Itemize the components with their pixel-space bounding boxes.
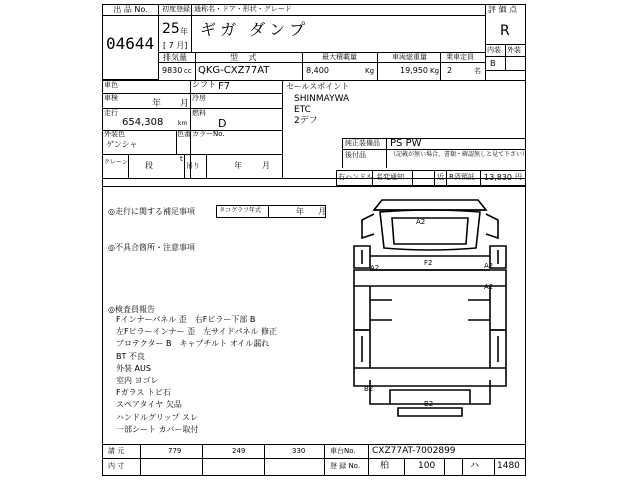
model-label: 型 式 — [230, 53, 261, 62]
gross-weight-unit: Kg — [430, 67, 440, 75]
inspector-report-line: 外装 AUS — [116, 363, 151, 373]
max-load-unit: Kg — [365, 67, 375, 75]
aftermarket-note: （記載が無い場合、書類・確認無しと見て下さい） — [390, 151, 529, 158]
recycle-label: R済預託 — [449, 173, 475, 181]
steering-label: 右ハンドル — [338, 173, 373, 181]
inspector-report-line: プロテクター B キャブチルト オイル漏れ — [116, 339, 270, 349]
color-label: 車色 — [104, 81, 118, 89]
diagram-label-1: A2 — [416, 218, 426, 226]
tacho-label: タコグラフ年式 — [219, 207, 262, 214]
inspector-report-line: スペアタイヤ 欠品 — [116, 400, 182, 410]
displacement-label: 排気量 — [163, 53, 187, 62]
nearby-label: 近 — [437, 173, 444, 181]
chassis-label: 車台No. — [330, 447, 356, 455]
gross-weight-value: 19,950 — [400, 66, 428, 75]
diagram-label-4: A2 — [484, 262, 494, 270]
car-name: ギガ ダンプ — [200, 20, 310, 39]
genuine-equipment-value: PS PW — [390, 138, 422, 149]
inspector-report-label: ◎検査員報告 — [108, 305, 155, 314]
crane-steps: 段 — [145, 161, 153, 170]
sales-point-line-1: SHINMAYWA — [294, 94, 350, 104]
inspector-report-line: 室内 ヨゴレ — [116, 376, 159, 385]
diagram-label-2: F2 — [424, 259, 433, 267]
reg-kana: ハ — [470, 461, 480, 471]
reg-label: 登 録 No. — [330, 462, 361, 470]
inspection-month: 月 — [180, 99, 190, 109]
tacho-month: 月 — [318, 207, 326, 216]
inspector-report-line: BT 不良 — [116, 351, 145, 361]
crane-month: 月 — [262, 161, 270, 170]
crane-t: t — [180, 155, 183, 163]
recycle-value: 13,830 — [484, 173, 512, 182]
model-value: QKG-CXZ77AT — [198, 65, 270, 76]
capacity-label: 乗車定員 — [446, 53, 474, 61]
mileage-label: 走行 — [104, 109, 118, 117]
ext-color-value: ゲンシャ — [106, 140, 138, 149]
inspector-report-line: Fガラス トビ石 — [116, 388, 171, 398]
travel-notes-label: ◎走行に関する補足事項 — [108, 207, 195, 216]
max-load-label: 最大積載量 — [322, 53, 357, 61]
vehicle-damage-diagram — [334, 190, 526, 426]
color-no-label2: カラーNo. — [192, 130, 225, 138]
inspector-report-line: 左Fピラーインナー 歪 左サイドパネル 修正 — [116, 327, 277, 337]
tacho-year: 年 — [296, 207, 304, 216]
claim-label: 請 元 — [108, 447, 125, 455]
gross-weight-label: 車両総重量 — [392, 53, 427, 61]
inner-size-label: 内 寸 — [108, 462, 125, 470]
fuel-label: 燃料 — [192, 109, 206, 117]
genuine-equipment-label: 純正装備品 — [345, 139, 380, 147]
ac-label: 冷房 — [192, 94, 206, 102]
claim-value-2: 249 — [232, 447, 246, 455]
shift-value: F7 — [218, 81, 231, 92]
inspector-report-line: 一部シート カバー取付 — [116, 424, 199, 434]
capacity-value: 2 — [447, 66, 453, 75]
sales-point-label: セールスポイント — [286, 82, 350, 91]
chassis-number: CXZ77AT-7002899 — [372, 446, 456, 456]
first-reg-year-unit: 年 — [180, 27, 188, 36]
lot-number: 04644 — [106, 34, 155, 53]
diagram-label-7: B2 — [424, 400, 434, 408]
displacement-unit: cc — [184, 67, 192, 75]
mileage-value: 654,308 — [122, 117, 164, 128]
diagram-label-6: B2 — [364, 385, 374, 393]
reg-class: 100 — [418, 461, 436, 471]
fuel-value: D — [218, 117, 227, 130]
aftermarket-label: 後付品 — [345, 151, 366, 159]
crane-label: クレーン — [104, 159, 128, 166]
exterior-value: B — [490, 59, 496, 68]
displacement-value: 9830 — [162, 66, 183, 75]
sales-point-line-3: 2デフ — [294, 116, 318, 126]
score-label: 評 価 点 — [488, 5, 518, 14]
color-no-label: 色番 — [177, 130, 191, 138]
ext-color-label: 外装色 — [104, 130, 125, 138]
capacity-unit: 名 — [474, 67, 481, 75]
inspector-report-line: Fインナーパネル 歪 右Fピラー下部 B — [116, 315, 256, 324]
inspection-year: 年 — [152, 99, 162, 109]
crane-lift-label: 吊り — [186, 162, 200, 170]
crane-year: 年 — [234, 161, 242, 170]
inspection-label: 車検 — [104, 94, 118, 102]
score-value: R — [500, 23, 510, 39]
sales-point-line-2: ETC — [294, 105, 311, 115]
name-change-label: 名変通知 — [376, 173, 404, 181]
lot-label: 出 品 No. — [113, 5, 148, 14]
interior-label: 内装 — [487, 46, 501, 54]
diagram-label-3: A2 — [370, 264, 380, 272]
mileage-unit: km — [178, 120, 188, 127]
exterior-label: 外装 — [507, 46, 521, 54]
recycle-unit: 円 — [515, 173, 522, 181]
claim-value-3: 330 — [292, 447, 306, 455]
reg-number: 1480 — [497, 461, 520, 471]
first-reg-year: 25 — [162, 21, 180, 37]
inspector-report-line: ハンドルグリップ スレ — [116, 412, 199, 422]
max-load-value: 8,400 — [306, 66, 329, 75]
defect-notes-label: ◎不具合箇所・注意事項 — [108, 243, 195, 252]
first-reg-month: [ 7 月] — [163, 41, 188, 50]
claim-value-1: 779 — [168, 447, 182, 455]
first-reg-label: 初度登録 — [162, 5, 190, 13]
diagram-label-5: A2 — [484, 283, 494, 291]
car-name-label: 通称名・ドア・形状・グレード — [194, 5, 292, 13]
shift-label: シフト — [192, 80, 216, 89]
reg-place: 柏 — [380, 461, 390, 471]
